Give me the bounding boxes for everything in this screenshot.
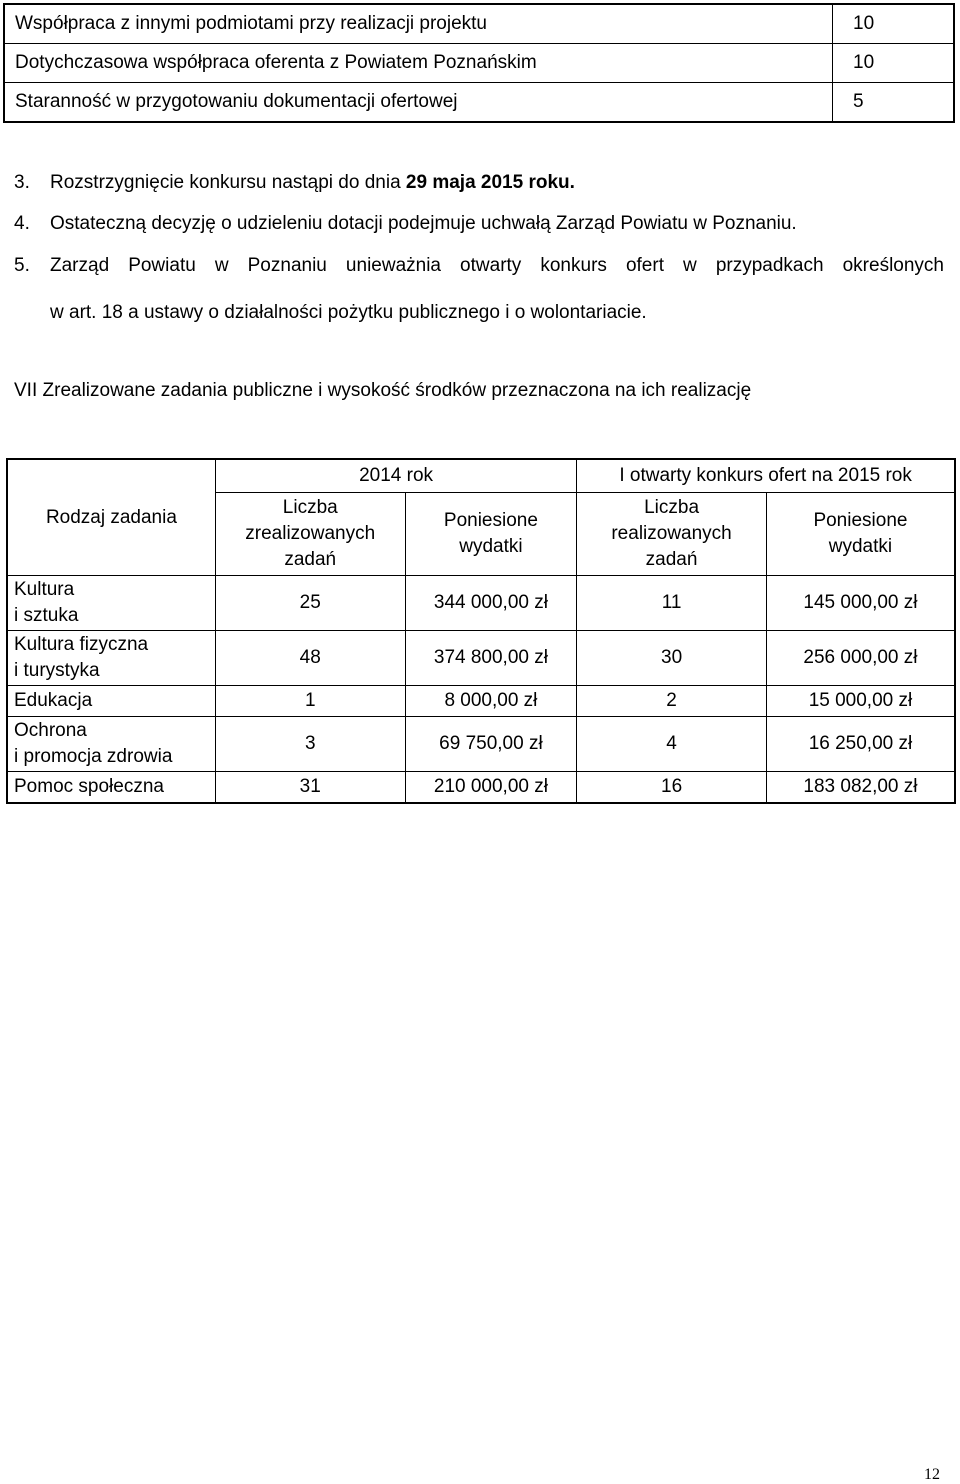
- count-2015: 11: [577, 576, 767, 631]
- list-text: Ostateczną decyzję o udzieleniu dotacji podejmuje uchwałą Zarząd Powiatu w Poznaniu.: [50, 213, 797, 234]
- task-name: Edukacja: [7, 686, 215, 717]
- header-line: Poniesione: [443, 510, 538, 531]
- criteria-score: 10: [833, 44, 955, 83]
- count-2014: 31: [215, 772, 405, 804]
- task-name-line: i promocja zdrowia: [14, 746, 173, 767]
- task-name: [7, 576, 215, 631]
- count-2015: 30: [577, 631, 767, 686]
- criteria-label: Współpraca z innymi podmiotami przy realizacji projektu: [4, 4, 833, 44]
- expenses-2015: 145 000,00 zł: [766, 576, 955, 631]
- header-line: Liczba: [282, 497, 338, 518]
- table-header-row: [7, 459, 955, 493]
- table-row: [7, 772, 955, 804]
- expenses-2014: 374 800,00 zł: [405, 631, 577, 686]
- task-name: [7, 631, 215, 686]
- table-row: [4, 83, 954, 123]
- header-line: wydatki: [459, 536, 523, 557]
- header-task-type: Rodzaj zadania: [7, 459, 215, 576]
- list-text: Zarząd Powiatu w Poznaniu unieważnia otwarty konkurs ofert w przypadkach określonych: [50, 255, 944, 276]
- header-line: zrealizowanych: [245, 523, 376, 544]
- count-2015: 2: [577, 686, 767, 717]
- header-line: Liczba: [644, 497, 700, 518]
- header-2014-expenses: [405, 493, 577, 576]
- expenses-2015: 16 250,00 zł: [766, 717, 955, 772]
- header-2015-count: [577, 493, 767, 576]
- expenses-2014: 344 000,00 zł: [405, 576, 577, 631]
- results-table: [6, 458, 956, 804]
- expenses-2014: 8 000,00 zł: [405, 686, 577, 717]
- list-text: Rozstrzygnięcie konkursu nastąpi do dnia: [50, 172, 406, 193]
- header-line: realizowanych: [611, 523, 732, 544]
- count-2015: 16: [577, 772, 767, 804]
- table-row: [7, 631, 955, 686]
- list-item-3: [14, 170, 944, 196]
- header-2015-expenses: [766, 493, 955, 576]
- count-2015: 4: [577, 717, 767, 772]
- list-item-5: [14, 253, 944, 279]
- expenses-2015: 256 000,00 zł: [766, 631, 955, 686]
- header-year-2014: 2014 rok: [215, 459, 576, 493]
- list-number: 5.: [14, 255, 30, 276]
- list-item-4: [14, 211, 944, 237]
- criteria-score: 10: [833, 4, 955, 44]
- expenses-2014: 210 000,00 zł: [405, 772, 577, 804]
- criteria-score: 5: [833, 83, 955, 123]
- list-text-continuation: w art. 18 a ustawy o działalności pożytku publicznego i o wolontariacie.: [50, 302, 647, 323]
- task-name: [7, 717, 215, 772]
- table-row: [7, 686, 955, 717]
- criteria-table: [3, 3, 955, 123]
- section-heading: VII Zrealizowane zadania publiczne i wysokość środków przeznaczona na ich realizację: [14, 380, 752, 401]
- task-name-line: Kultura: [14, 579, 75, 600]
- table-row: [4, 44, 954, 83]
- deadline-date: 29 maja 2015 roku: [405, 172, 570, 193]
- table-row: [7, 717, 955, 772]
- expenses-2015: 183 082,00 zł: [766, 772, 955, 804]
- table-row: [4, 4, 954, 44]
- header-line: zadań: [284, 549, 337, 570]
- table-row: [7, 576, 955, 631]
- task-name: Pomoc społeczna: [7, 772, 215, 804]
- header-contest-2015: I otwarty konkurs ofert na 2015 rok: [577, 459, 955, 493]
- list-number: 3.: [14, 172, 30, 193]
- header-line: Poniesione: [813, 510, 908, 531]
- expenses-2014: 69 750,00 zł: [405, 717, 577, 772]
- task-name-line: i sztuka: [14, 605, 79, 626]
- header-line: wydatki: [828, 536, 893, 557]
- count-2014: 25: [215, 576, 405, 631]
- count-2014: 3: [215, 717, 405, 772]
- header-line: zadań: [645, 549, 698, 570]
- list-number: 4.: [14, 213, 30, 234]
- page-number: 12: [924, 1466, 940, 1483]
- list-text-end: .: [569, 172, 575, 193]
- count-2014: 1: [215, 686, 405, 717]
- header-2014-count: [215, 493, 405, 576]
- criteria-label: Dotychczasowa współpraca oferenta z Powiatem Poznańskim: [4, 44, 833, 83]
- count-2014: 48: [215, 631, 405, 686]
- task-name-line: Kultura fizyczna: [14, 634, 149, 655]
- expenses-2015: 15 000,00 zł: [766, 686, 955, 717]
- criteria-label: Staranność w przygotowaniu dokumentacji ofertowej: [4, 83, 833, 123]
- task-name-line: Ochrona: [14, 720, 87, 741]
- task-name-line: i turystyka: [14, 660, 100, 681]
